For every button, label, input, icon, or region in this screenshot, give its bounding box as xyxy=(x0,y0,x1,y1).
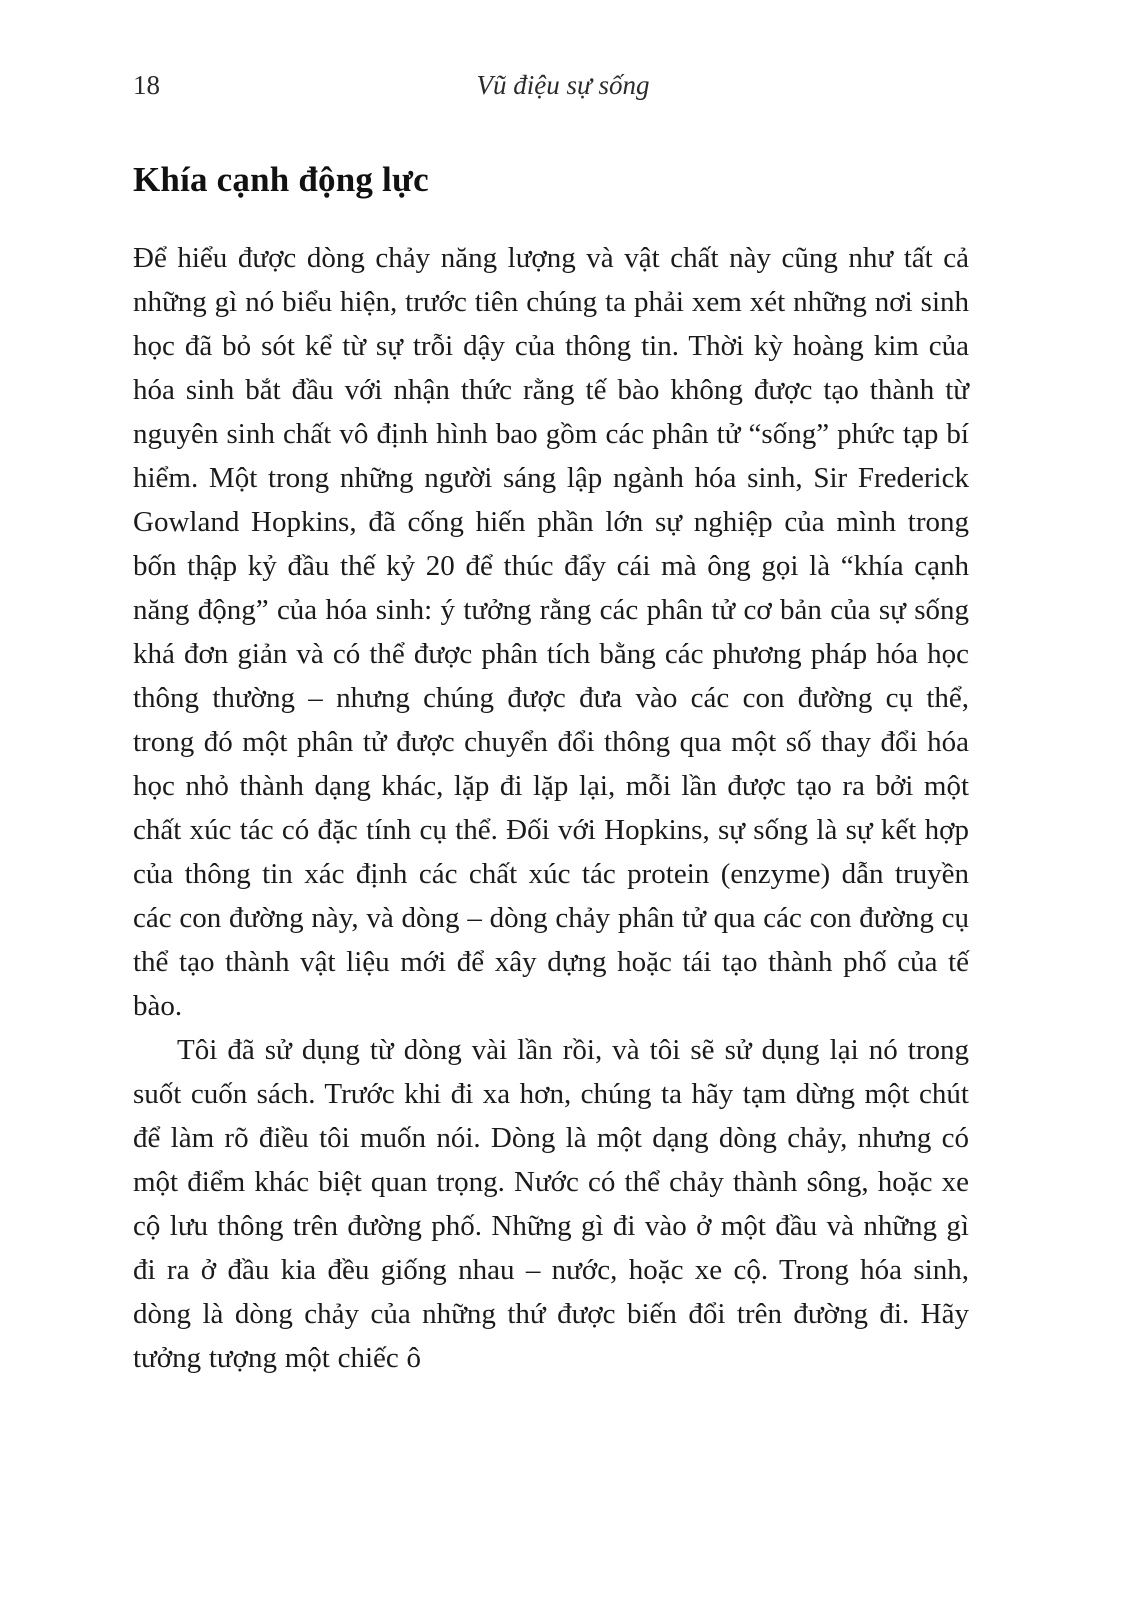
running-title: Vũ điệu sự sống xyxy=(476,70,650,100)
body-paragraph: Tôi đã sử dụng từ dòng vài lần rồi, và tôi sẽ sử dụng lại nó trong suốt cuốn sách. Trước khi đi xa hơn, chúng ta hãy tạm dừng một chút để làm rõ điều tôi muốn nói. Dòng là một dạng dòng chảy, nhưng có một điểm khác biệt quan trọng. Nước có thể chảy thành sông, hoặc xe cộ lưu thông trên đường phố. Những gì đi vào ở một đầu và những gì đi ra ở đầu kia đều giống nhau – nước, hoặc xe cộ. Trong hóa sinh, dòng là dòng chảy của những thứ được biến đổi trên đường đi. Hãy tưởng tượng một chiếc ô xyxy=(133,1034,969,1374)
page-number: 18 xyxy=(133,70,160,100)
page-content xyxy=(133,160,969,1380)
section-heading: Khía cạnh động lực xyxy=(133,160,429,199)
body-paragraph: Để hiểu được dòng chảy năng lượng và vật chất này cũng như tất cả những gì nó biểu hiện, trước tiên chúng ta phải xem xét những nơi sinh học đã bỏ sót kể từ sự trỗi dậy của thông tin. Thời kỳ hoàng kim của hóa sinh bắt đầu với nhận thức rằng tế bào không được tạo thành từ nguyên sinh chất vô định hình bao gồm các phân tử “sống” phức tạp bí hiểm. Một trong những người sáng lập ngành hóa sinh, Sir Frederick Gowland Hopkins, đã cống hiến phần lớn sự nghiệp của mình trong bốn thập kỷ đầu thế kỷ 20 để thúc đẩy cái mà ông gọi là “khía cạnh năng động” của hóa sinh: ý tưởng rằng các phân tử cơ bản của sự sống khá đơn giản và có thể được phân tích bằng các phương pháp hóa học thông thường – nhưng chúng được đưa vào các con đường cụ thể, trong đó một phân tử được chuyển đổi thông qua một số thay đổi hóa học nhỏ thành dạng khác, lặp đi lặp lại, mỗi lần được tạo ra bởi một chất xúc tác có đặc tính cụ thể. Đối với Hopkins, sự sống là sự kết hợp của thông tin xác định các chất xúc tác protein (enzyme) dẫn truyền các con đường này, và dòng – dòng chảy phân tử qua các con đường cụ thể tạo thành vật liệu mới để xây dựng hoặc tái tạo thành phố của tế bào. xyxy=(133,242,969,1022)
running-header xyxy=(133,70,993,106)
